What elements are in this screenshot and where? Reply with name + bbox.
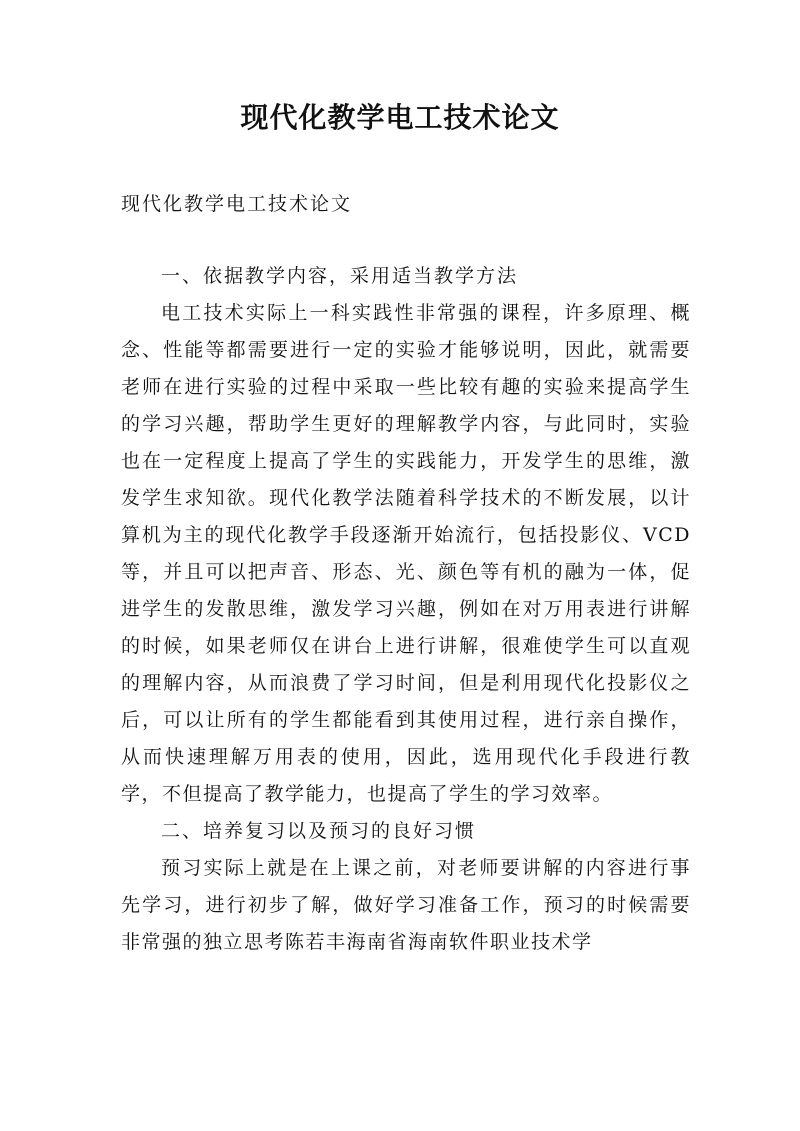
section-heading-1: 一、依据教学内容，采用适当教学方法: [161, 265, 519, 287]
paragraph-1: 电工技术实际上一科实践性非常强的课程，许多原理、概念、性能等都需要进行一定的实验才能够说明，因此，就需要老师在进行实验的过程中采取一些比较有趣的实验来提高学生的学习兴趣，帮助学生更好的理解教学内容，与此同时，实验也在一定程度上提高了学生的实践能力，开发学生的思维，激发学生求知欲。现代化教学法随着科学技术的不断发展，以计算机为主的现代化教学手段逐渐开始流行，包括投影仪、VCD等，并且可以把声音、形态、光、颜色等有机的融为一体，促进学生的发散思维，激发学习兴趣，例如在对万用表进行讲解的时候，如果老师仅在讲台上进行讲解，很难使学生可以直观的理解内容，从而浪费了学习时间，但是利用现代化投影仪之后，可以让所有的学生都能看到其使用过程，进行亲自操作，从而快速理解万用表的使用，因此，选用现代化手段进行教学，不但提高了教学能力，也提高了学生的学习效率。: [121, 302, 691, 805]
paragraph-2: 预习实际上就是在上课之前，对老师要讲解的内容进行事先学习，进行初步了解，做好学习准备工作，预习的时候需要非常强的独立思考陈若丰海南省海南软件职业技术学: [121, 857, 691, 953]
document-body: [121, 258, 691, 961]
document-title: 现代化教学电工技术论文: [240, 101, 560, 134]
document-subtitle: 现代化教学电工技术论文: [121, 193, 353, 215]
section-heading-2: 二、培养复习以及预习的良好习惯: [161, 820, 477, 842]
